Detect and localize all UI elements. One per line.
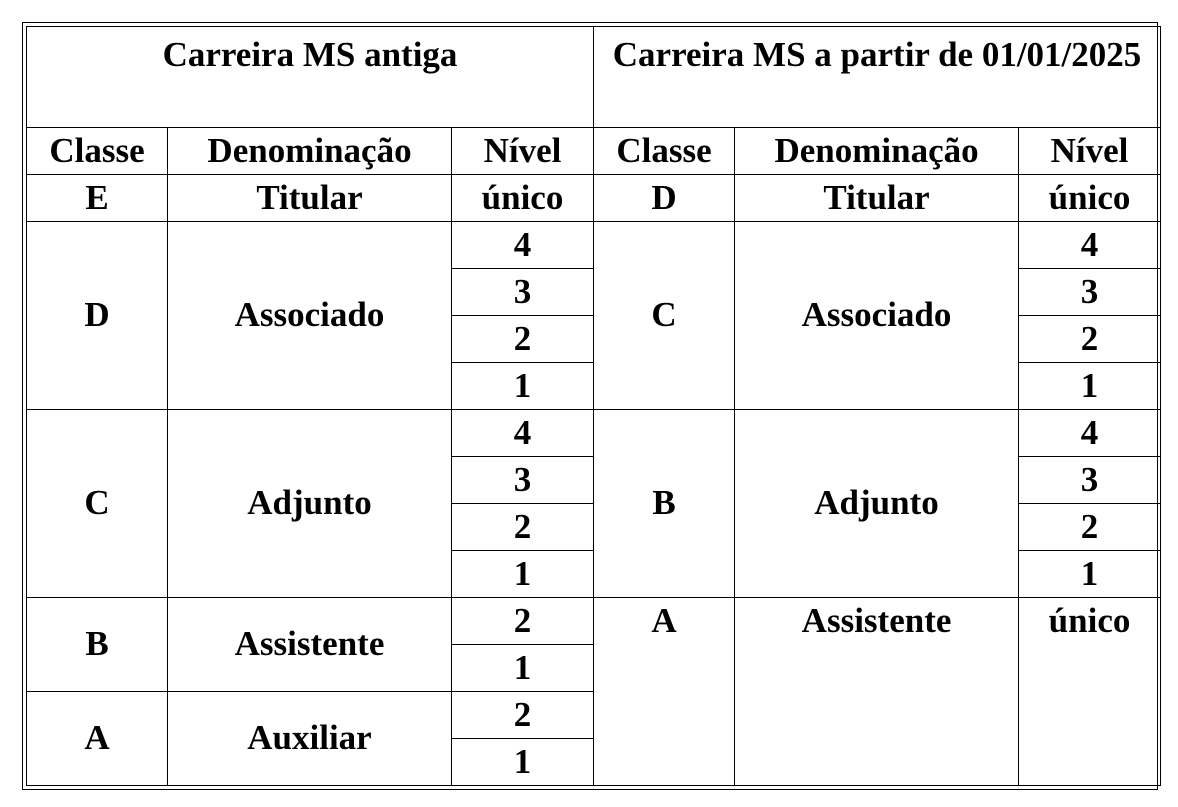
left-classe-cell: B <box>27 598 168 692</box>
right-nivel-cell: 4 <box>1019 410 1161 457</box>
right-table-title: Carreira MS a partir de 01/01/2025 <box>594 27 1161 128</box>
left-nivel-cell: 4 <box>452 410 594 457</box>
left-header-classe: Classe <box>27 128 168 175</box>
career-comparison-frame <box>22 22 1158 790</box>
right-classe-cell: B <box>594 410 735 598</box>
right-classe-cell: A <box>594 598 735 786</box>
right-header-classe: Classe <box>594 128 735 175</box>
left-classe-cell: C <box>27 410 168 598</box>
right-nivel-cell: 2 <box>1019 316 1161 363</box>
right-nivel-cell: 3 <box>1019 457 1161 504</box>
left-classe-cell: E <box>27 175 168 222</box>
left-denominacao-cell: Auxiliar <box>168 692 452 786</box>
right-classe-cell: D <box>594 175 735 222</box>
right-header-denominacao: Denominação <box>735 128 1019 175</box>
right-nivel-cell: 4 <box>1019 222 1161 269</box>
left-classe-cell: D <box>27 222 168 410</box>
right-nivel-cell: 2 <box>1019 504 1161 551</box>
left-header-nivel: Nível <box>452 128 594 175</box>
right-denominacao-cell: Titular <box>735 175 1019 222</box>
right-denominacao-cell: Assistente <box>735 598 1019 786</box>
right-nivel-cell: 1 <box>1019 551 1161 598</box>
right-nivel-cell: único <box>1019 598 1161 786</box>
left-nivel-cell: 2 <box>452 504 594 551</box>
right-nivel-cell: 3 <box>1019 269 1161 316</box>
left-nivel-cell: 1 <box>452 739 594 786</box>
left-nivel-cell: 3 <box>452 457 594 504</box>
right-classe-cell: C <box>594 222 735 410</box>
left-header-denominacao: Denominação <box>168 128 452 175</box>
left-nivel-cell: 2 <box>452 692 594 739</box>
right-nivel-cell: 1 <box>1019 363 1161 410</box>
right-denominacao-cell: Adjunto <box>735 410 1019 598</box>
left-classe-cell: A <box>27 692 168 786</box>
right-header-nivel: Nível <box>1019 128 1161 175</box>
left-denominacao-cell: Titular <box>168 175 452 222</box>
left-nivel-cell: 1 <box>452 645 594 692</box>
right-denominacao-cell: Associado <box>735 222 1019 410</box>
left-denominacao-cell: Assistente <box>168 598 452 692</box>
right-nivel-cell: único <box>1019 175 1161 222</box>
left-denominacao-cell: Associado <box>168 222 452 410</box>
left-nivel-cell: único <box>452 175 594 222</box>
left-nivel-cell: 2 <box>452 598 594 645</box>
left-nivel-cell: 1 <box>452 551 594 598</box>
left-table-title: Carreira MS antiga <box>27 27 594 128</box>
left-nivel-cell: 2 <box>452 316 594 363</box>
left-nivel-cell: 1 <box>452 363 594 410</box>
left-denominacao-cell: Adjunto <box>168 410 452 598</box>
career-comparison-table <box>26 26 1161 786</box>
left-nivel-cell: 3 <box>452 269 594 316</box>
left-nivel-cell: 4 <box>452 222 594 269</box>
